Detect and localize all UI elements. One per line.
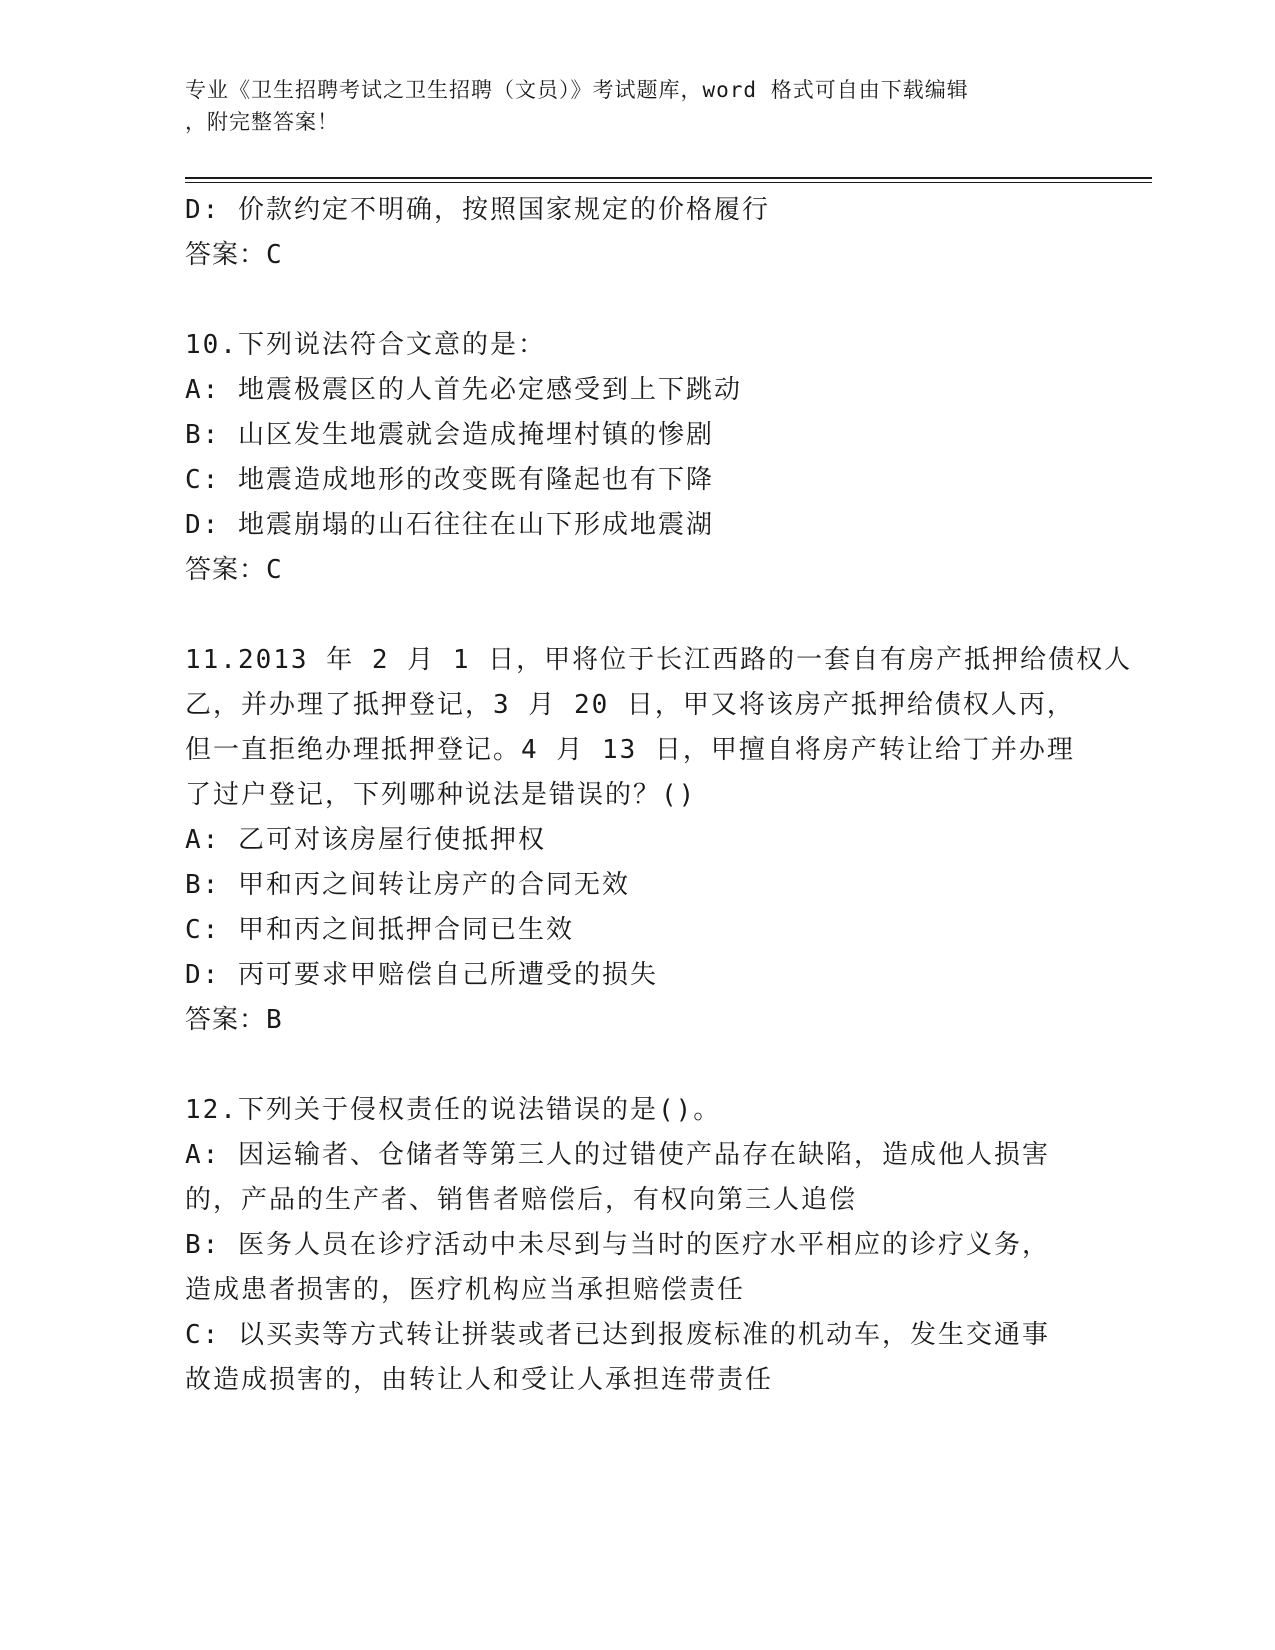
q11-stem-line-4: 了过户登记，下列哪种说法是错误的？() — [185, 780, 697, 810]
header-divider-thick — [185, 177, 1152, 179]
q10-option-a: A: 地震极震区的人首先必定感受到上下跳动 — [185, 375, 742, 405]
q12-option-b-line-1: B: 医务人员在诊疗活动中未尽到与当时的医疗水平相应的诊疗义务， — [185, 1230, 1050, 1260]
q12-option-c-line-1: C: 以买卖等方式转让拼装或者已达到报废标准的机动车，发生交通事 — [185, 1320, 1050, 1350]
question-11 — [185, 638, 1133, 1043]
q11-option-c: C: 甲和丙之间抵押合同已生效 — [185, 915, 574, 945]
question-12 — [185, 1088, 1085, 1403]
spacer — [185, 1043, 1085, 1088]
q12-option-b-line-2: 造成患者损害的，医疗机构应当承担赔偿责任 — [185, 1275, 746, 1305]
q10-option-c: C: 地震造成地形的改变既有隆起也有下降 — [185, 465, 714, 495]
document-body — [185, 188, 1133, 1403]
header-line-2: ，附完整答案！ — [185, 110, 339, 134]
q12-option-a-line-2: 的，产品的生产者、销售者赔偿后，有权向第三人追偿 — [185, 1185, 858, 1215]
spacer — [185, 593, 1085, 638]
q11-answer: 答案：B — [185, 1005, 283, 1035]
q12-option-c-line-2: 故造成损害的，由转让人和受让人承担连带责任 — [185, 1365, 774, 1395]
q10-stem: 10.下列说法符合文意的是： — [185, 330, 546, 360]
question-9-tail — [185, 188, 1085, 278]
page-header — [185, 74, 1085, 138]
q11-stem-line-1: 11.2013 年 2 月 1 日，甲将位于长江西路的一套自有房产抵押给债权人 — [185, 645, 1133, 675]
q11-stem-line-2: 乙，并办理了抵押登记，3 月 20 日，甲又将该房产抵押给债权人丙， — [185, 690, 1075, 720]
header-divider-thin — [185, 182, 1152, 183]
spacer — [185, 278, 1085, 323]
question-10 — [185, 323, 1085, 593]
q11-option-a: A: 乙可对该房屋行使抵押权 — [185, 825, 546, 855]
header-line-1: 专业《卫生招聘考试之卫生招聘（文员）》考试题库，word 格式可自由下载编辑 — [185, 78, 969, 102]
q12-stem: 12.下列关于侵权责任的说法错误的是()。 — [185, 1095, 722, 1125]
q12-option-a-line-1: A: 因运输者、仓储者等第三人的过错使产品存在缺陷，造成他人损害 — [185, 1140, 1050, 1170]
q10-option-b: B: 山区发生地震就会造成掩埋村镇的惨剧 — [185, 420, 714, 450]
q11-stem-line-3: 但一直拒绝办理抵押登记。4 月 13 日，甲擅自将房产转让给丁并办理 — [185, 735, 1075, 765]
q11-option-b: B: 甲和丙之间转让房产的合同无效 — [185, 870, 630, 900]
q11-option-d: D: 丙可要求甲赔偿自己所遭受的损失 — [185, 960, 658, 990]
q10-option-d: D: 地震崩塌的山石往往在山下形成地震湖 — [185, 510, 714, 540]
q10-answer: 答案：C — [185, 555, 283, 585]
q9-option-d: D: 价款约定不明确，按照国家规定的价格履行 — [185, 195, 770, 225]
q9-answer: 答案：C — [185, 240, 283, 270]
